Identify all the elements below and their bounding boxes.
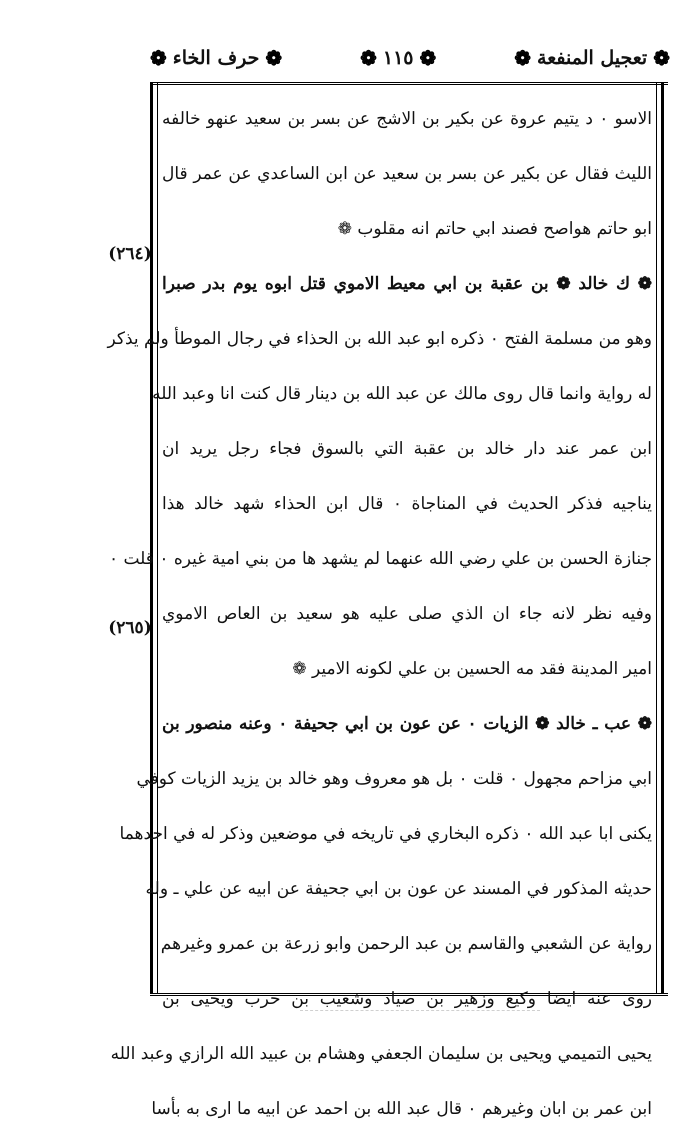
margin-entry-number: (٢٦٤) [108, 244, 152, 264]
text-line: يناجيه فذكر الحديث في المناجاة ٠ قال ابن الحذاء شهد خالد هذا [162, 494, 652, 514]
bleed-through-mark [300, 1010, 540, 1031]
text-line: ابن عمر بن ابان وغيرهم ٠ قال عبد الله بن احمد عن ابيه ما ارى به بأسا [151, 1099, 652, 1119]
text-line: امير المدينة فقد مه الحسين بن علي لكونه الامير ❁ [292, 659, 652, 679]
ornament-icon: ❁ [419, 46, 437, 70]
ornament-icon: ❁ [265, 46, 283, 70]
ornament-icon: ❁ [514, 46, 532, 70]
text-line: يكنى ابا عبد الله ٠ ذكره البخاري في تاريخه في موضعين وذكر له في احدهما [119, 824, 652, 844]
text-line: جنازة الحسن بن علي رضي الله عنهما لم يشهد ها من بني امية غيره ٠ قلت ٠ [108, 549, 652, 569]
text-line: له رواية وانما قال روى مالك عن عبد الله بن دينار قال كنت انا وعبد الله [152, 384, 652, 404]
page-number: ١١٥ [382, 47, 414, 69]
ornament-icon: ❁ [360, 46, 377, 70]
ornament-icon: ❁ [150, 46, 167, 70]
entry-heading-line: ❁ عب ـ خالد ❁ الزيات ٠ عن عون بن ابي جحيفة ٠ وعنه منصور بن [162, 714, 652, 734]
header-page-number [360, 46, 436, 70]
text-line: حديثه المذكور في المسند عن عون بن ابي جحيفة عن ابيه عن علي ـ وله [145, 879, 652, 899]
chapter-title: حرف الخاء [172, 47, 260, 69]
frame-rule [661, 82, 664, 993]
text-line: ابن عمر عند دار خالد بن عقبة التي بالسوق فجاء رجل يريد ان [162, 439, 652, 459]
text-line: رواية عن الشعبي والقاسم بن عبد الرحمن وابو زرعة بن عمرو وغيرهم [160, 934, 652, 954]
book-title: تعجيل المنفعة [537, 47, 648, 69]
running-header [150, 36, 670, 80]
margin-entry-number: (٢٦٥) [108, 618, 152, 638]
text-line: الاسو ٠ د يتيم عروة عن بكير بن الاشج عن بسر بن سعيد عنهو خالفه [162, 109, 652, 129]
text-line: وفيه نظر لانه جاء ان الذي صلى عليه هو سعيد بن العاص الاموي [162, 604, 652, 624]
text-line: الليث فقال عن بكير عن بسر بن سعيد عن ابن الساعدي عن عمر قال [162, 164, 652, 184]
text-line: ابو حاتم هواصح فصند ابي حاتم انه مقلوب ❁ [337, 219, 652, 239]
text-line: يحيى التميمي ويحيى بن سليمان الجعفي وهشام بن عبيد الله الرازي وعبد الله [110, 1044, 652, 1064]
text-line: ابي مزاحم مجهول ٠ قلت ٠ بل هو معروف وهو خالد بن يزيد الزيات كوفي [136, 769, 652, 789]
header-chapter-title [150, 46, 282, 70]
frame-rule [656, 82, 657, 993]
ornament-icon: ❁ [653, 46, 670, 70]
text-line: وهو من مسلمة الفتح ٠ ذكره ابو عبد الله بن الحذاء في رجال الموطأ ولم يذكر [107, 329, 652, 349]
text-line: روى عنه ايضا وكيع وزهير بن صياد وشعيب بن حرب ويحيى بن [162, 989, 652, 1009]
entry-heading-line: ❁ ك خالد ❁ بن عقبة بن ابي معيط الاموي قتل ابوه يوم بدر صبرا [162, 274, 652, 294]
header-book-title [514, 46, 670, 70]
